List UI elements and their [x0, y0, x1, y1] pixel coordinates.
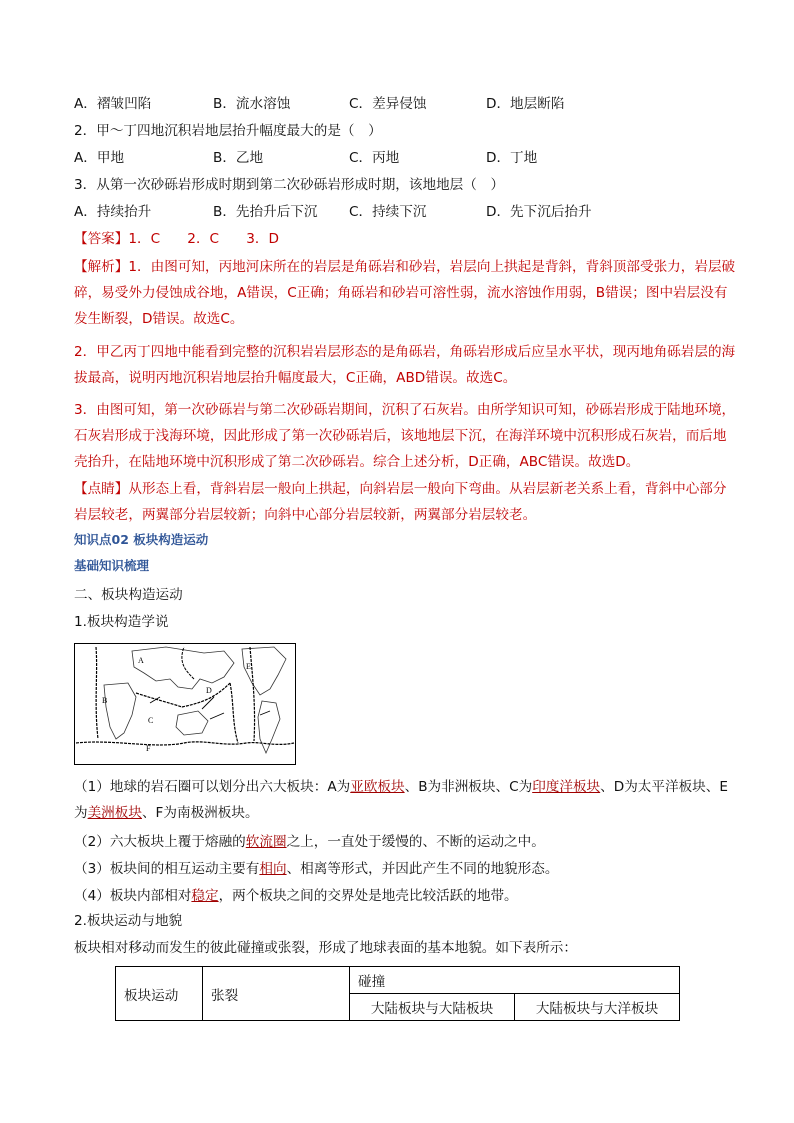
table-intro: 板块相对移动而发生的彼此碰撞或张裂，形成了地球表面的基本地貌。如下表所示：: [74, 940, 577, 956]
q2-option-d[interactable]: D．丁地: [486, 150, 538, 166]
analysis-p1: [74, 254, 736, 332]
answer-line: [74, 229, 279, 249]
analysis-p3: 3．由图可知，第一次砂砾岩与第二次砂砾岩期间，沉积了石灰岩。由所学知识可知，砂砾岩形成于陆地环境，石灰岩形成于浅海环境，因此形成了第一次砂砾岩后，该地地层下沉，在海洋环境中沉积形成石灰岩，而后地壳抬升，在陆地环境中沉积形成了第二次砂砾岩。综合上述分析，D正确，ABC错误。故选D。: [74, 402, 736, 470]
q1-option-d[interactable]: D．地层断陷: [486, 96, 565, 112]
point-4-text-b: ，两个板块之间的交界处是地壳比较活跃的地带。: [218, 888, 518, 904]
point-1: [74, 774, 736, 826]
table-cell: 板块运动: [116, 967, 203, 1021]
stable-term: 稳定: [191, 888, 219, 904]
answer-text: 1．C 2．C 3．D: [128, 231, 279, 247]
point-1-text-a: （1）地球的岩石圈可以划分出六大板块：A为: [74, 779, 351, 795]
q3-option-a[interactable]: A．持续抬升: [74, 204, 152, 220]
analysis-tag: 【解析】: [74, 259, 129, 275]
american-plate-term: 美洲板块: [87, 805, 142, 821]
q1-option-c[interactable]: C．差异侵蚀: [349, 96, 427, 112]
q2-option-a[interactable]: A．甲地: [74, 150, 125, 166]
analysis-p2: 2．甲乙丙丁四地中能看到完整的沉积岩岩层形态的是角砾岩，角砾岩形成后应呈水平状，现丙地角砾岩层的海拔最高，说明丙地沉积岩地层抬升幅度最大，C正确，ABD错误。故选C。: [74, 344, 736, 386]
point-1-text-c: 、D为太平洋板块、E为: [74, 779, 728, 821]
q3-option-c[interactable]: C．持续下沉: [349, 204, 427, 220]
q2-option-b[interactable]: B．乙地: [213, 150, 264, 166]
map-label-a: A: [138, 656, 144, 665]
point-2-text-a: （2）六大板块上覆于熔融的: [74, 834, 246, 850]
answer-tag: 【答案】: [74, 231, 129, 247]
q3-option-d[interactable]: D．先下沉后抬升: [486, 204, 592, 220]
table-cell: 大陆板块与大洋板块: [515, 994, 680, 1021]
point-1-text-d: 、F为南极洲板块。: [141, 805, 259, 821]
tip-tag: 【点睛】: [74, 481, 129, 497]
basic-knowledge-title: 基础知识梳理: [74, 558, 150, 573]
q1-option-a[interactable]: A．褶皱凹陷: [74, 96, 152, 112]
table-cell: 大陆板块与大陆板块: [350, 994, 515, 1021]
q1-option-b[interactable]: B．流水溶蚀: [213, 96, 291, 112]
map-label-e: E: [246, 662, 251, 671]
q3-option-b[interactable]: B．先抬升后下沉: [213, 204, 318, 220]
map-label-c: C: [148, 716, 154, 725]
tip-text: 从形态上看，背斜岩层一般向上拱起，向斜岩层一般向下弯曲。从岩层新老关系上看，背斜中心部分岩层较老，两翼部分岩层较新；向斜中心部分岩层较新，两翼部分岩层较老。: [74, 481, 727, 523]
knowledge-point-title: 知识点02 板块构造运动: [74, 532, 209, 547]
point-1-text-b: 、B为非洲板块、C为: [404, 779, 533, 795]
point-3-text-a: （3）板块间的相互运动主要有: [74, 861, 260, 877]
plate-landform-table: [115, 966, 680, 1021]
item1-title: 1.板块构造学说: [74, 614, 169, 630]
point-3-text-b: 、相离等形式，并因此产生不同的地貌形态。: [286, 861, 559, 877]
table-cell: 碰撞: [350, 967, 680, 994]
map-label-b: B: [102, 696, 108, 705]
item2-title: 2.板块运动与地貌: [74, 913, 183, 929]
asthenosphere-term: 软流圈: [245, 834, 287, 850]
analysis-text-1: 1．由图可知，丙地河床所在的岩层是角砾岩和砂岩，岩层向上拱起是背斜，背斜顶部受张力，岩层破碎，易受外力侵蚀成谷地，A错误，C正确；角砾岩和砂岩可溶性弱，流水溶蚀作用弱，B错误；图中岩层没有发生断裂，D错误。故选C。: [74, 259, 736, 327]
point-4: [74, 883, 736, 909]
table-cell: 张裂: [203, 967, 350, 1021]
point-2-text-b: 之上，一直处于缓慢的、不断的运动之中。: [286, 834, 545, 850]
point-3: [74, 856, 736, 882]
map-label-d: D: [206, 686, 212, 695]
q3-stem: 3．从第一次砂砾岩形成时期到第二次砂砾岩形成时期，该地地层（ ）: [74, 177, 505, 193]
convergent-term: 相向: [259, 861, 287, 877]
q2-stem: 2．甲～丁四地沉积岩地层抬升幅度最大的是（ ）: [74, 123, 382, 139]
section-heading: 二、板块构造运动: [74, 587, 183, 603]
indian-plate-term: 印度洋板块: [532, 779, 601, 795]
point-4-text-a: （4）板块内部相对: [74, 888, 192, 904]
plate-map: [74, 643, 296, 765]
tip-paragraph: [74, 476, 736, 528]
q2-option-c[interactable]: C．丙地: [349, 150, 400, 166]
eurasian-plate-term: 亚欧板块: [350, 779, 405, 795]
point-2: [74, 829, 736, 855]
table-row: [116, 967, 680, 994]
map-label-f: F: [146, 744, 151, 753]
